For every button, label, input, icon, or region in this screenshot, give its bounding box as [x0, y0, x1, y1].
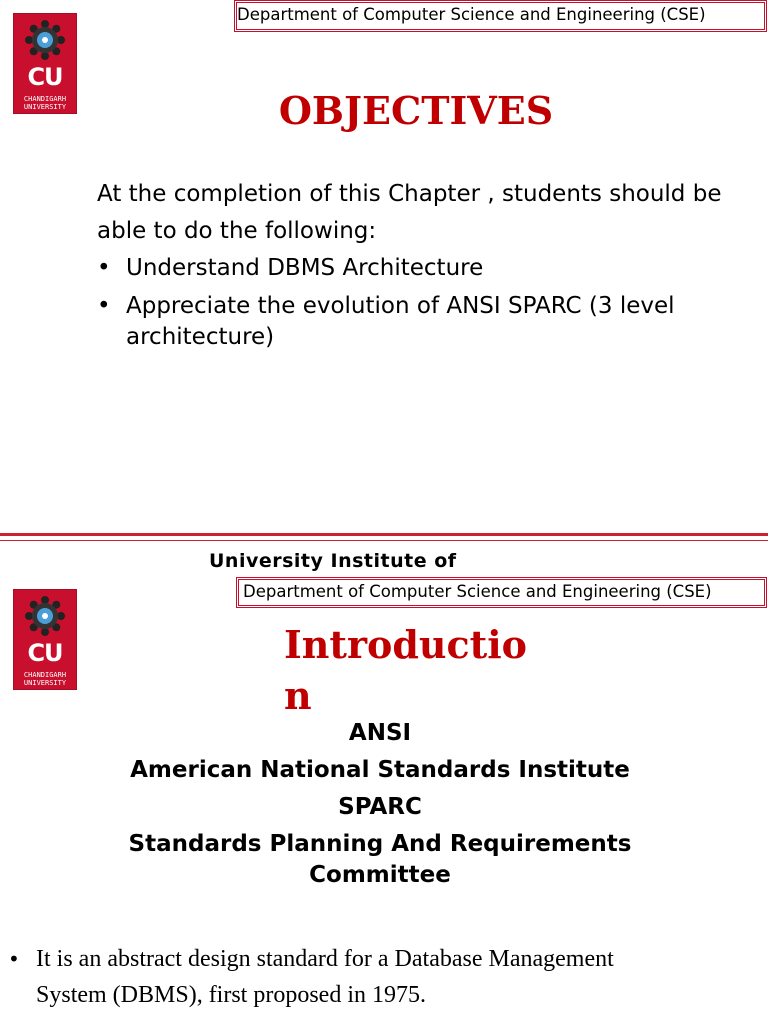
- slide-title-line-2: n: [284, 673, 312, 718]
- objectives-body: [97, 176, 757, 353]
- slide-title: [284, 619, 527, 721]
- slide-divider-thin: [0, 540, 768, 541]
- intro-line-1: At the completion of this Chapter , students should be: [97, 181, 722, 207]
- gear-emblem-icon: [24, 19, 66, 61]
- slide-title-line-1: Introductio: [284, 622, 527, 667]
- bullet-glyph: •: [8, 947, 20, 971]
- logo-name-line1: CHANDIGARH: [23, 671, 67, 679]
- logo-initials: CU: [27, 639, 63, 667]
- department-box: [236, 577, 767, 608]
- description-line-2: System (DBMS), first proposed in 1975.: [36, 982, 426, 1008]
- logo-name-line2: UNIVERSITY: [23, 103, 67, 111]
- list-item: • Understand DBMS Architecture: [97, 250, 757, 287]
- acronym-block: [60, 718, 700, 891]
- department-box: [234, 0, 767, 32]
- institute-heading: University Institute of: [209, 550, 457, 572]
- acronym-ansi: ANSI: [348, 720, 412, 746]
- sparc-expansion-line-1: Standards Planning And Requirements: [128, 831, 632, 857]
- logo-initials: CU: [27, 63, 63, 91]
- slide-divider: [0, 533, 768, 536]
- sparc-expansion-line-2: Committee: [309, 862, 451, 888]
- department-label: Department of Computer Science and Engineering (CSE): [243, 582, 712, 601]
- objectives-list: [97, 250, 757, 353]
- intro-line-2: able to do the following:: [97, 218, 377, 244]
- description-bullet: [8, 941, 748, 1013]
- logo-name-line1: CHANDIGARH: [23, 95, 67, 103]
- ansi-expansion: American National Standards Institute: [130, 757, 630, 783]
- list-item: • Appreciate the evolution of ANSI SPARC (3 level architecture): [97, 291, 757, 353]
- slide-title: OBJECTIVES: [278, 88, 554, 133]
- description-line-1: It is an abstract design standard for a Database Management: [36, 946, 614, 972]
- gear-emblem-icon: [24, 595, 66, 637]
- acronym-sparc: SPARC: [338, 794, 422, 820]
- logo-name-line2: UNIVERSITY: [23, 679, 67, 687]
- department-label: Department of Computer Science and Engineering (CSE): [237, 5, 706, 24]
- university-logo: [13, 589, 77, 690]
